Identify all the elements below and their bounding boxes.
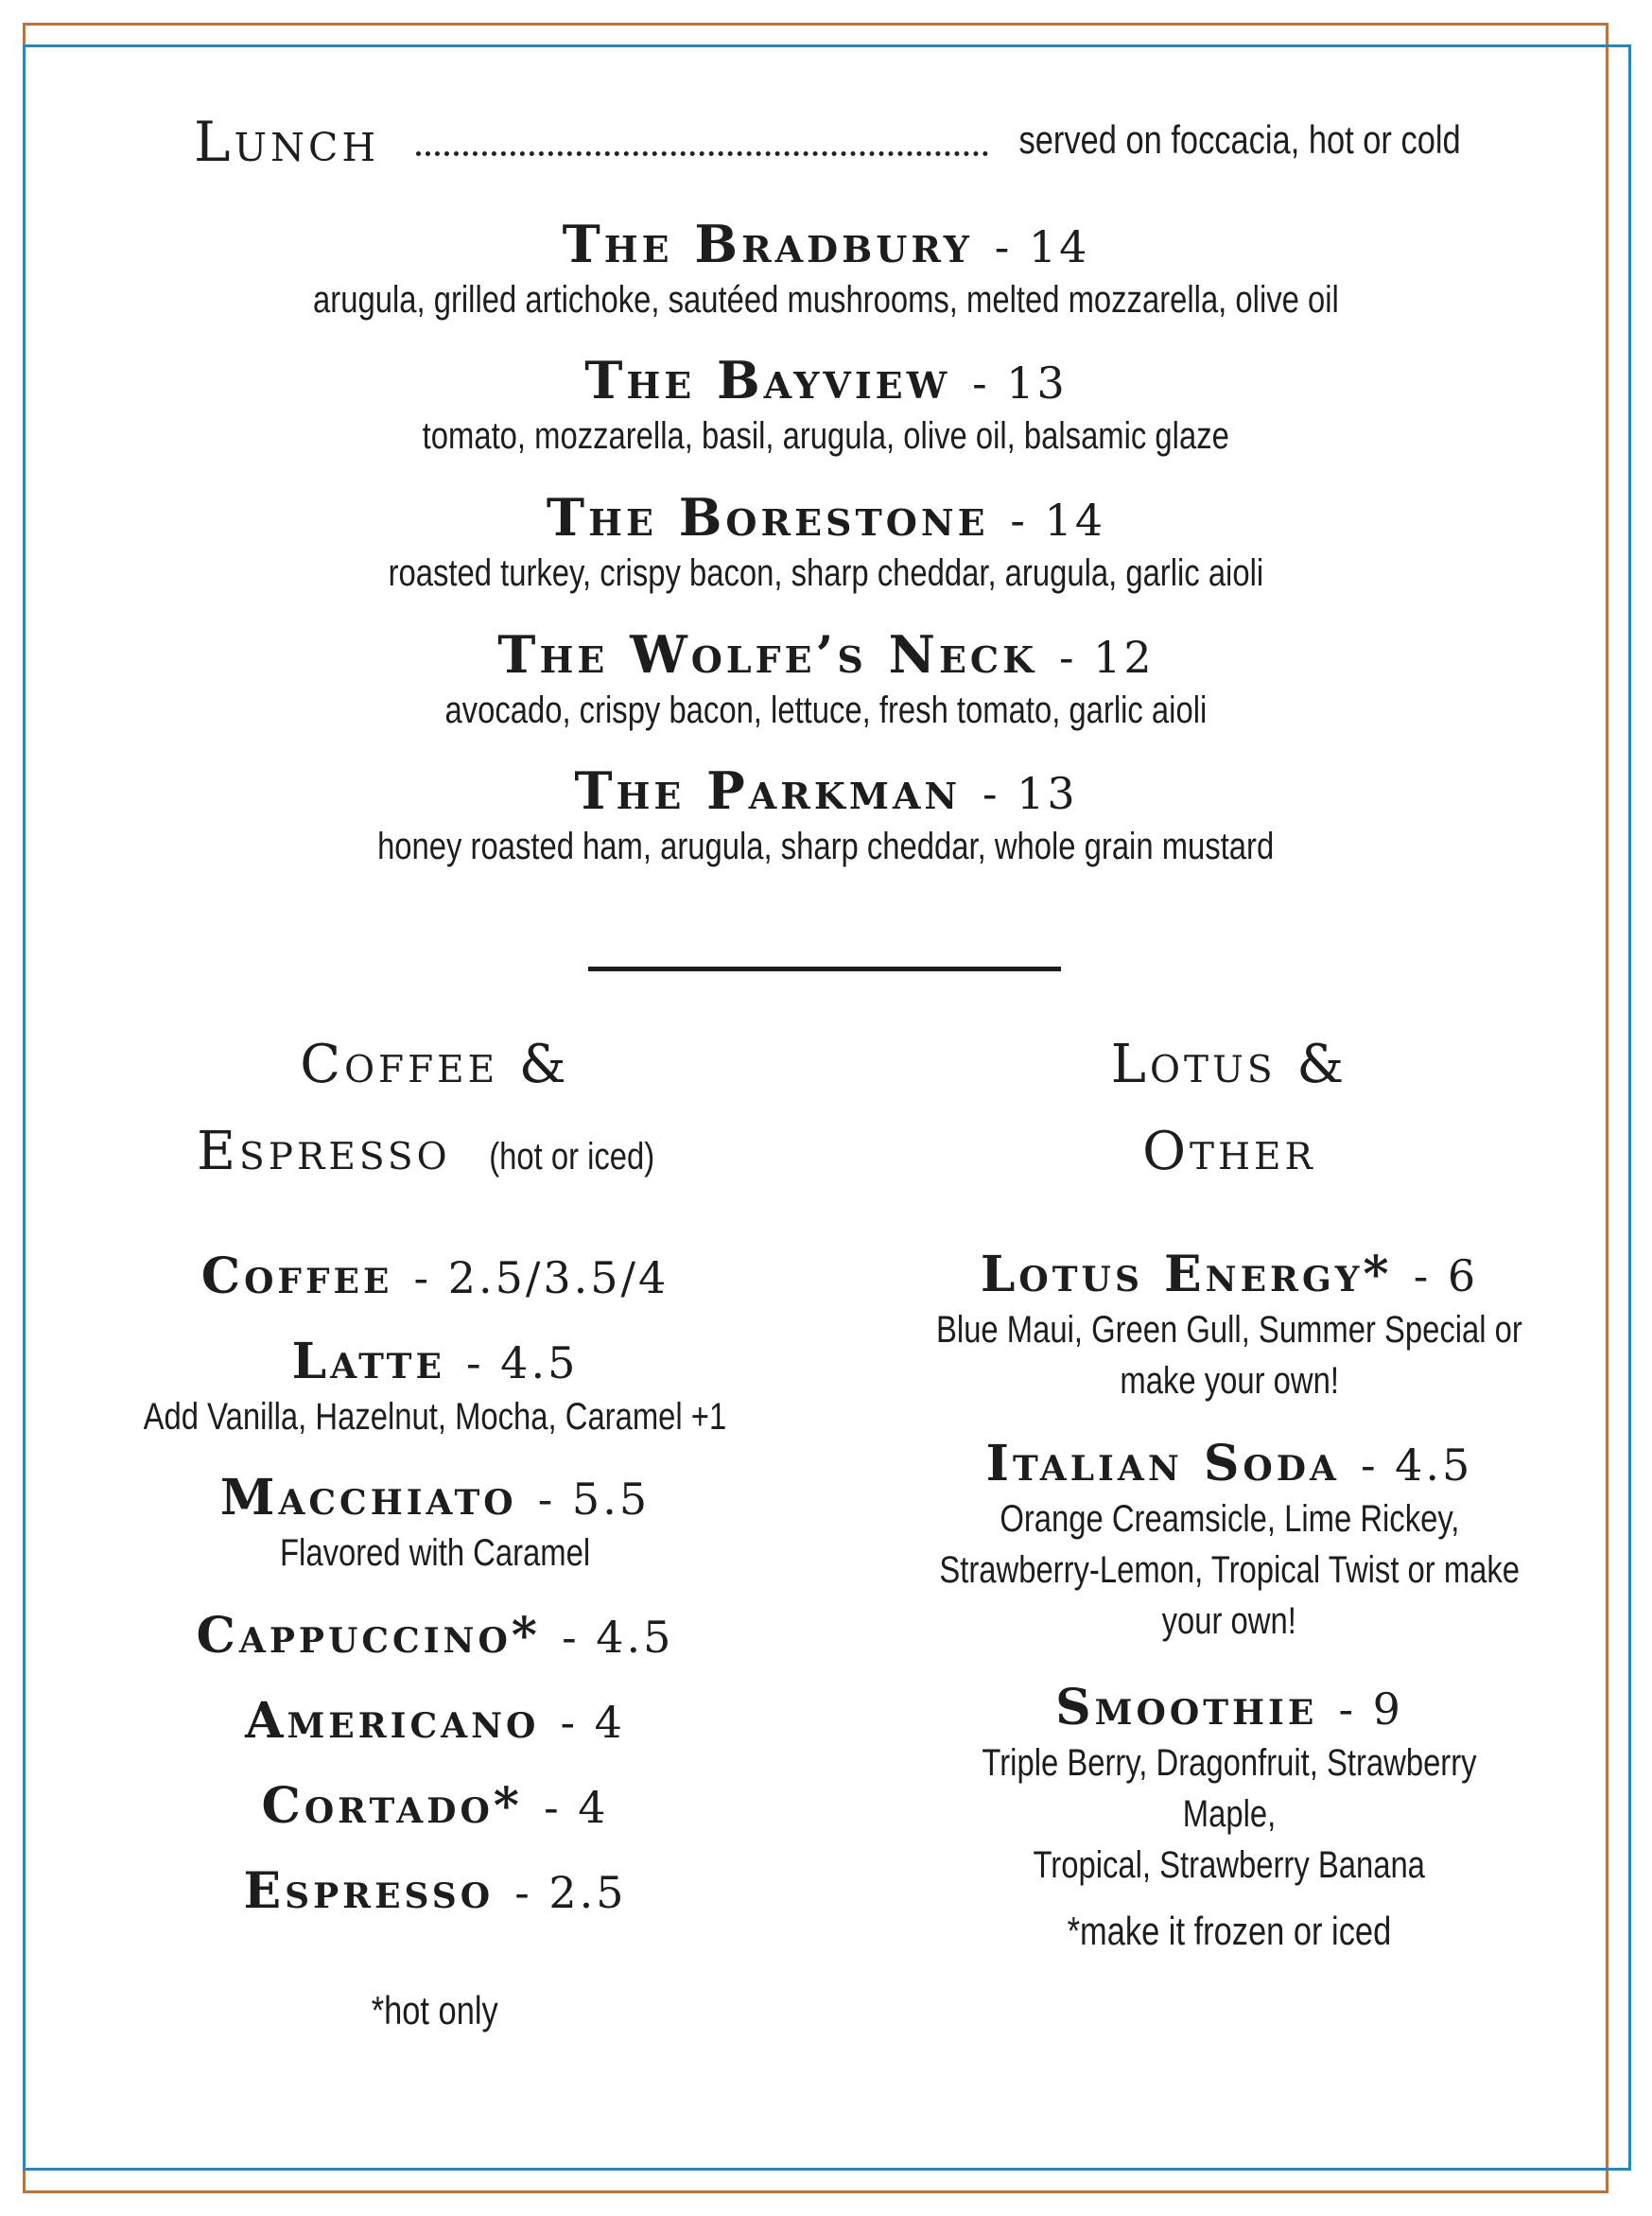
drink-name: Espresso (243, 1862, 495, 1920)
drink-price: - 9 (1338, 1684, 1403, 1735)
leader-dots (416, 151, 988, 156)
drink-item (76, 1608, 794, 1666)
item-description: arugula, grilled artichoke, sautéed mushrooms, melted mozzarella, olive oil (313, 279, 1339, 321)
heading-text: Espresso (197, 1121, 451, 1182)
menu-item (0, 626, 1652, 735)
item-name: The Bradbury (562, 214, 973, 274)
lotus-section (870, 1021, 1589, 1195)
lunch-note: served on foccacia, hot or cold (1018, 117, 1461, 162)
heading-line: Coffee & (300, 1034, 570, 1095)
coffee-section (76, 1021, 794, 1200)
item-price: - 13 (982, 768, 1078, 819)
drink-description-line: Blue Maui, Green Gull, Summer Special or (936, 1309, 1522, 1351)
heading-line: Other (1142, 1121, 1316, 1182)
section-heading (870, 1021, 1589, 1195)
lotus-footnote-wrap (870, 1907, 1589, 1956)
drink-name: Americano (245, 1692, 540, 1750)
menu-item (0, 352, 1652, 461)
heading-line (76, 1108, 794, 1200)
drink-name: Coffee (200, 1248, 393, 1305)
drink-name: Latte (291, 1333, 445, 1390)
drink-price: - 4.5 (466, 1337, 579, 1388)
coffee-footnote-wrap (76, 1986, 794, 2035)
menu-item (0, 762, 1652, 871)
item-description: tomato, mozzarella, basil, arugula, olive oil, balsamic glaze (422, 415, 1230, 457)
drink-item (870, 1680, 1589, 1891)
drink-name: Cortado* (261, 1777, 523, 1835)
drink-item (870, 1436, 1589, 1647)
drink-item (870, 1247, 1589, 1406)
drink-description-line: make your own! (1120, 1360, 1339, 1402)
coffee-footnote: *hot only (371, 1988, 499, 2033)
drink-description: Flavored with Caramel (279, 1532, 591, 1574)
drink-name: Smoothie (1055, 1679, 1318, 1736)
drink-description-line: your own! (1161, 1600, 1297, 1642)
drink-price: - 2.5/3.5/4 (413, 1252, 669, 1303)
drink-price: - 4 (544, 1782, 609, 1833)
drink-item (76, 1470, 794, 1579)
drink-item (76, 1248, 794, 1306)
item-name: The Wolfe’s Neck (497, 624, 1038, 685)
lunch-header (194, 110, 1461, 174)
item-name: The Borestone (546, 487, 989, 548)
drink-description: Add Vanilla, Hazelnut, Mocha, Caramel +1 (143, 1396, 727, 1438)
drink-price: - 6 (1413, 1250, 1479, 1301)
item-description: honey roasted ham, arugula, sharp cheddar, whole grain mustard (377, 826, 1275, 867)
menu-item (0, 489, 1652, 598)
drink-name: Macchiato (219, 1469, 517, 1527)
drink-description-line: Triple Berry, Dragonfruit, Strawberry Maple, (982, 1742, 1477, 1835)
section-heading (76, 1021, 794, 1200)
drink-item (76, 1863, 794, 1921)
drink-item (76, 1334, 794, 1442)
drink-price: - 5.5 (537, 1474, 651, 1525)
item-description: avocado, crispy bacon, lettuce, fresh tomato, garlic aioli (444, 689, 1208, 731)
drink-price: - 2.5 (514, 1867, 627, 1918)
drink-price: - 4.5 (562, 1612, 674, 1663)
heading-note: (hot or iced) (489, 1136, 655, 1178)
drink-description-line: Strawberry-Lemon, Tropical Twist or make (939, 1549, 1520, 1591)
drink-item (76, 1778, 794, 1836)
menu-item (0, 216, 1652, 324)
section-divider (588, 967, 1061, 971)
item-description: roasted turkey, crispy bacon, sharp cheddar, arugula, garlic aioli (388, 552, 1264, 594)
lotus-footnote: *make it frozen or iced (1067, 1909, 1392, 1953)
drink-name: Lotus Energy* (980, 1246, 1393, 1303)
drink-description-line: Orange Creamsicle, Lime Rickey, (999, 1498, 1460, 1540)
item-price: - 14 (1010, 495, 1106, 546)
lunch-title: Lunch (194, 110, 380, 174)
item-price: - 14 (994, 221, 1090, 272)
drink-price: - 4 (560, 1697, 625, 1748)
item-name: The Parkman (574, 760, 962, 821)
item-price: - 13 (972, 358, 1068, 409)
drink-name: Cappuccino* (196, 1607, 542, 1665)
heading-line: Lotus & (1110, 1034, 1348, 1095)
drink-item (76, 1693, 794, 1751)
drink-description-line: Tropical, Strawberry Banana (1033, 1844, 1426, 1886)
item-price: - 12 (1059, 632, 1155, 683)
drink-name: Italian Soda (985, 1435, 1340, 1492)
drink-price: - 4.5 (1361, 1440, 1473, 1491)
item-name: The Bayview (584, 350, 951, 410)
